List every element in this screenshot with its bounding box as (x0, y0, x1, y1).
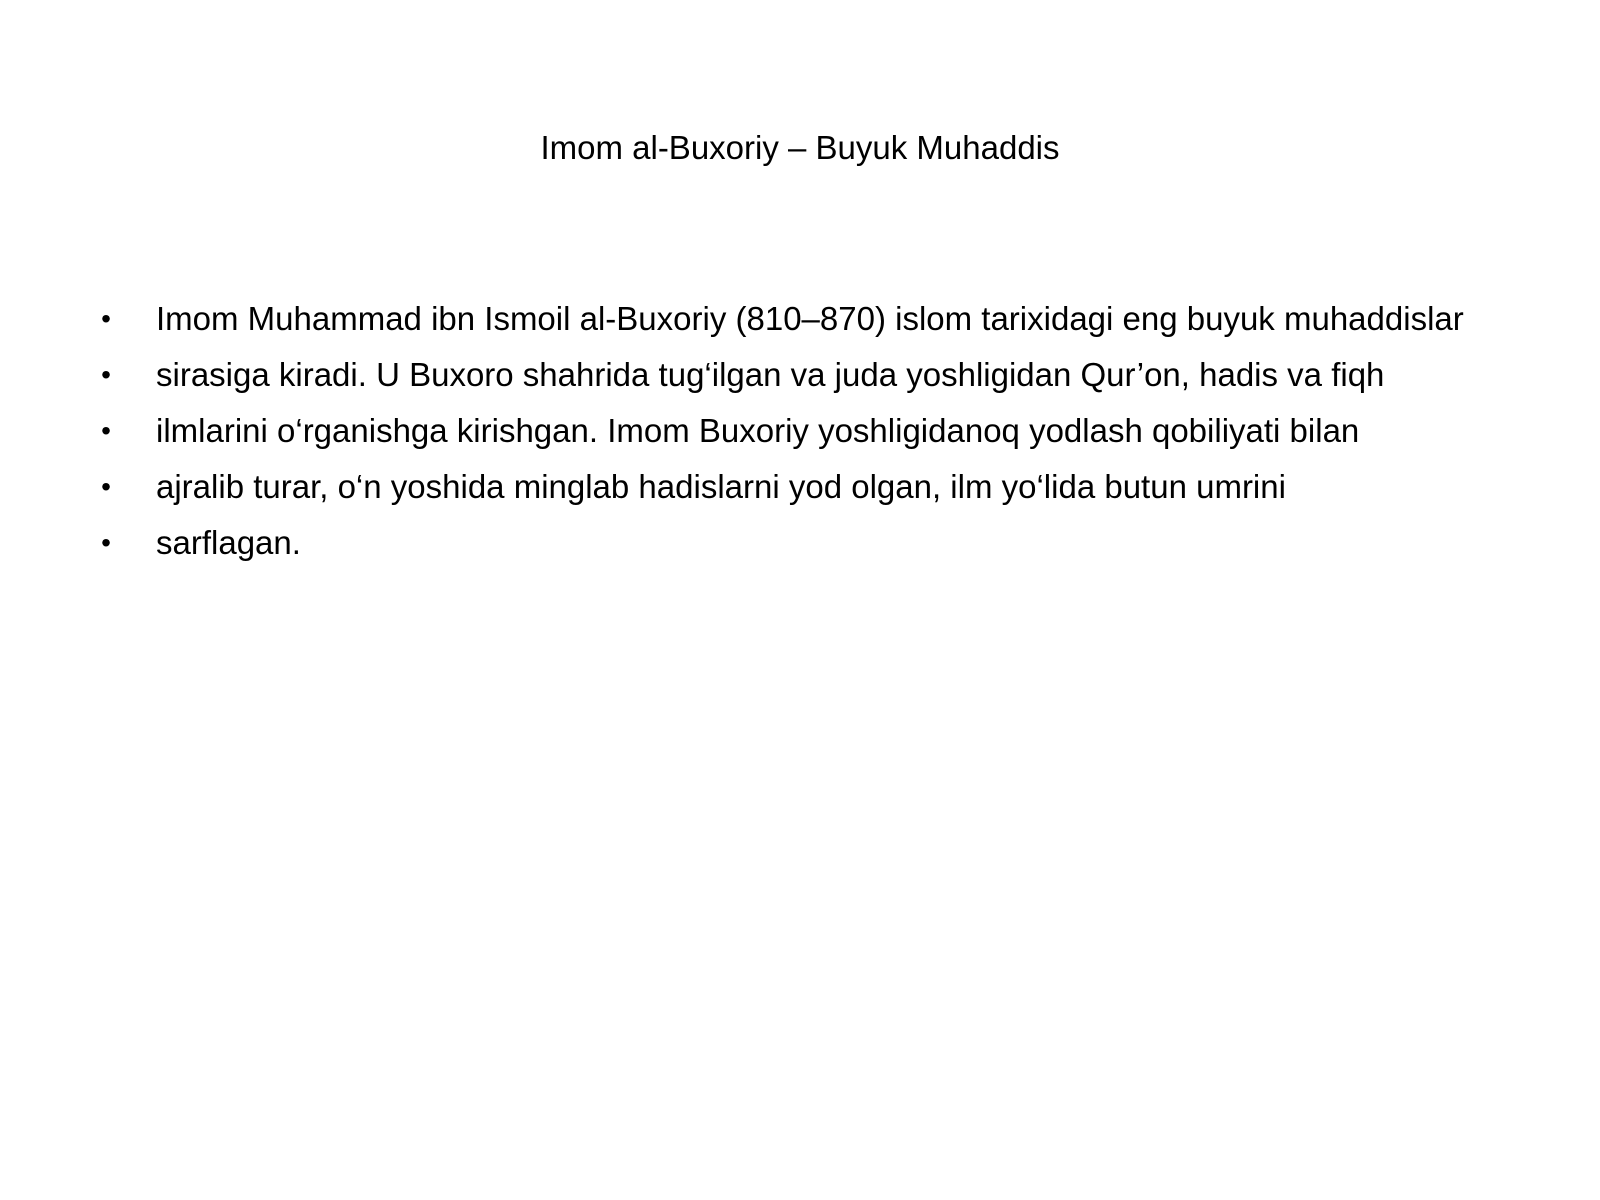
bullet-icon: • (101, 359, 111, 390)
bullet-icon: • (101, 527, 111, 558)
bullet-text: Imom Muhammad ibn Ismoil al-Buxoriy (810–870) islom tarixidagi eng buyuk muhaddislar (156, 300, 1464, 337)
bullet-item-4 (90, 464, 1560, 510)
bullet-item-1 (90, 296, 1560, 342)
bullet-text: ilmlarini o‘rganishga kirishgan. Imom Buxoriy yoshligidanoq yodlash qobiliyati bilan (156, 412, 1360, 449)
bullet-icon: • (101, 471, 111, 502)
slide-title: Imom al-Buxoriy – Buyuk Muhaddis (540, 129, 1060, 166)
bullet-text: sirasiga kiradi. U Buxoro shahrida tug‘ilgan va juda yoshligidan Qur’on, hadis va fiqh (156, 356, 1385, 393)
bullet-icon: • (101, 303, 111, 334)
bullet-icon: • (101, 415, 111, 446)
bullet-item-5 (90, 520, 1560, 566)
bullet-list (90, 296, 1560, 566)
bullet-text: sarflagan. (156, 524, 301, 561)
bullet-item-2 (90, 352, 1560, 398)
bullet-text: ajralib turar, o‘n yoshida minglab hadislarni yod olgan, ilm yo‘lida butun umrini (156, 468, 1286, 505)
bullet-item-3 (90, 408, 1560, 454)
